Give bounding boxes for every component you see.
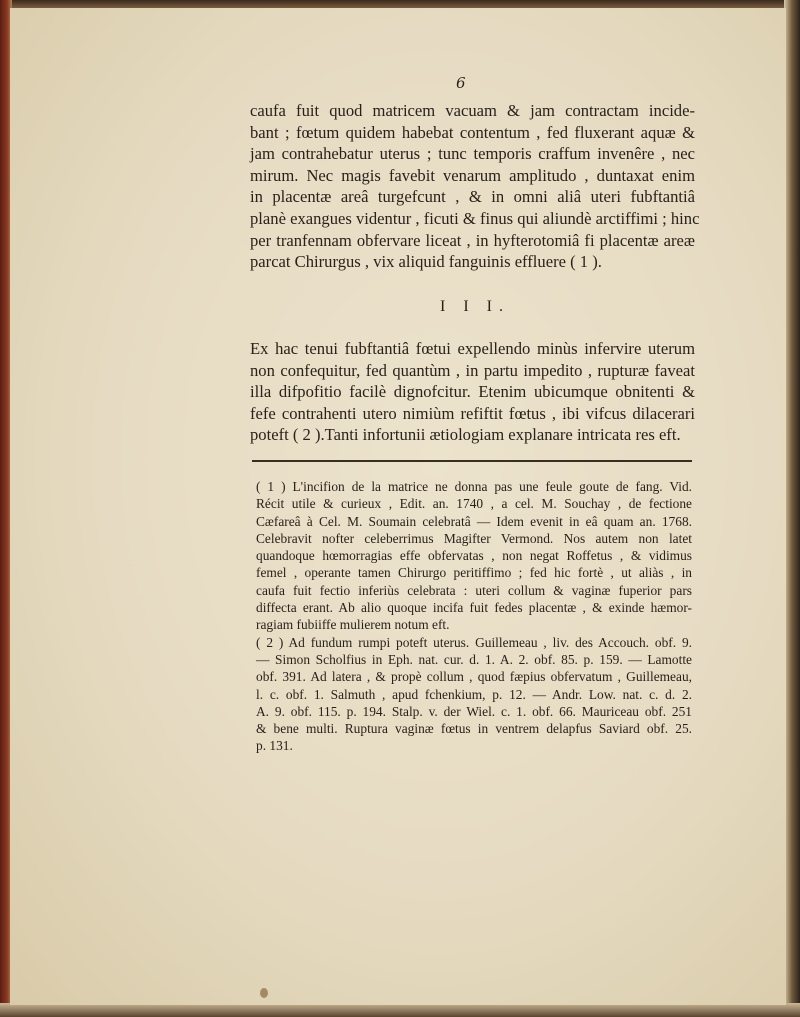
book-page — [10, 8, 786, 1005]
book-right-edge — [784, 0, 800, 1017]
footnote-line: — Simon Scholfius in Eph. nat. cur. d. 1. A. 2. obf. 85. p. 159. — Lamotte — [256, 651, 692, 667]
text-line: non confequitur, fed quantùm , in partu impedito , rupturæ faveat — [250, 360, 695, 380]
footnote-line: l. c. obf. 1. Salmuth , apud fchenkium, p. 12. — Andr. Low. nat. c. d. 2. — [256, 686, 692, 702]
text-line: illa difpofitio facilè dignofcitur. Etenim ubicumque obnitenti & — [250, 382, 695, 402]
text-line: per tranfennam obfervare liceat , in hyfterotomiâ fi placentæ areæ — [250, 230, 695, 250]
paper-stain — [260, 988, 268, 998]
footnote-line: femel , operante tamen Chirurgo peritiffimo ; fed hic fortè , ut aliàs , in — [256, 565, 692, 581]
text-line: planè exangues videntur , ficuti & finus qui aliundè arctiffimi ; hinc — [250, 208, 700, 228]
footnote-line: Cæfareâ à Cel. M. Soumain celebratâ — Idem evenit in eâ quam an. 1768. — [256, 513, 692, 529]
footnote-line: quandoque hœmorragias effe obfervatas , non negat Roffetus , & vidimus — [256, 548, 692, 564]
text-line: parcat Chirurgus , vix aliquid fanguinis effluere ( 1 ). — [250, 252, 602, 272]
text-line: mirum. Nec magis favebit venarum amplitudo , duntaxat enim — [250, 165, 695, 185]
section-paragraph — [250, 338, 695, 446]
text-line: Ex hac tenui fubftantiâ fœtui expellendo minùs infervire uterum — [250, 339, 695, 358]
text-line: fefe contrahenti utero nimiùm refiftit fœtus , ibi vifcus dilacerari — [250, 403, 695, 423]
footnote-line: p. 131. — [256, 738, 293, 754]
section-heading: I I I. — [440, 298, 510, 315]
footnote-line: Récit utile & curieux , Edit. an. 1740 , a cel. M. Souchay , de fectione — [256, 496, 692, 512]
text-line: in placentæ areâ turgefcunt , & in omni aliâ uteri fubftantiâ — [250, 187, 695, 207]
footnote-rule — [252, 460, 692, 462]
footnote-line: A. 9. obf. 115. p. 194. Stalp. v. der Wiel. c. 1. obf. 66. Mauriceau obf. 251 — [256, 703, 692, 719]
main-paragraph — [250, 100, 700, 273]
footnote-line: ( 2 ) Ad fundum rumpi poteft uterus. Guillemeau , liv. des Accouch. obf. 9. — [256, 634, 692, 650]
book-bottom-edge — [0, 1003, 800, 1017]
footnotes — [256, 478, 692, 755]
text-line: jam contrahebatur uterus ; tunc temporis craffum invenêre , nec — [250, 144, 695, 164]
footnote-line: ragiam fubiiffe mulierem notum eft. — [256, 617, 450, 633]
footnote-line: diffecta erant. Ab alio quoque incifa fuit fedes placentæ , & exinde hæmor- — [256, 600, 692, 616]
footnote-line: Celebravit nofter celeberrimus Magifter Vermond. Nos autem non latet — [256, 530, 692, 546]
footnote-line: obf. 391. Ad latera , & propè collum , quod fæpius obfervatum , Guillemeau, — [256, 669, 692, 685]
footnote-line: ( 1 ) L'incifion de la matrice ne donna pas une feule goute de fang. Vid. — [256, 479, 692, 494]
text-line: poteft ( 2 ).Tanti infortunii ætiologiam explanare intricata res eft. — [250, 425, 681, 445]
footnote-line: & bene multi. Ruptura vaginæ fœtus in ventrem delapfus Saviard obf. 25. — [256, 721, 692, 737]
text-line: bant ; fœtum quidem habebat contentum , fed fluxerant aquæ & — [250, 122, 695, 142]
footnote-line: caufa fuit fectio inferiùs celebrata : uteri collum & vaginæ fuperior pars — [256, 582, 692, 598]
text-line: caufa fuit quod matricem vacuam & jam contractam incide- — [250, 101, 695, 120]
page-number: 6 — [456, 74, 466, 92]
